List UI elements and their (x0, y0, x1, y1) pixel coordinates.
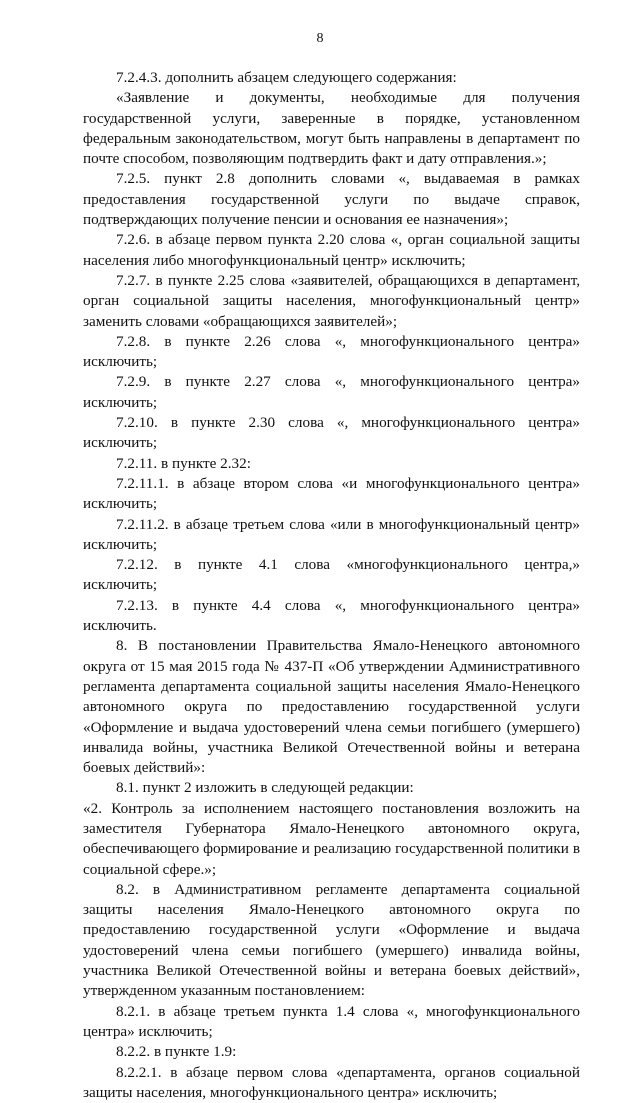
paragraph: «2. Контроль за исполнением настоящего постановления возложить на заместителя Губернатора Ямало-Ненецкого автономного округа, обеспечивающего формирование и реализацию государственной политики в социальной сфере.»; (83, 799, 580, 878)
paragraph: 7.2.4.3. дополнить абзацем следующего содержания: (116, 69, 457, 86)
paragraph: 7.2.12. в пункте 4.1 слова «многофункционального центра,» исключить; (83, 556, 580, 594)
paragraph: 7.2.5. пункт 2.8 дополнить словами «, выдаваемая в рамках предоставления государственной услуги по выдаче справок, подтверждающих получение пенсии и основания ее назначения»; (83, 170, 580, 229)
paragraph: 8.2.1. в абзаце третьем пункта 1.4 слова «, многофункционального центра» исключить; (83, 1002, 580, 1040)
paragraph: 7.2.7. в пункте 2.25 слова «заявителей, обращающихся в департамент, орган социальной защиты населения, многофункциональный центр» заменить словами «обращающихся заявителей»; (83, 271, 580, 330)
paragraph: 7.2.13. в пункте 4.4 слова «, многофункционального центра» исключить. (83, 596, 580, 635)
paragraph: 8.1. пункт 2 изложить в следующей редакции: (116, 779, 414, 797)
paragraph: 8.2.2.1. в абзаце первом слова «департамента, органов социальной защиты населения, многофункционального центра» исключить; (83, 1063, 580, 1101)
paragraph: 8. В постановлении Правительства Ямало-Ненецкого автономного округа от 15 мая 2015 года № 437-П «Об утверждении Административного регламента департамента социальной защиты населения Ямало-Ненецкого автономного округа по предоставлению государственной услуги «Оформление и выдача удостоверений члена семьи погибшего (умершего) инвалида войны, участника Великой Отечественной войны и ветерана боевых действий»: (83, 637, 580, 777)
paragraph: 7.2.10. в пункте 2.30 слова «, многофункционального центра» исключить; (83, 414, 580, 452)
document-body (83, 68, 580, 1103)
paragraph: 7.2.6. в абзаце первом пункта 2.20 слова «, орган социальной защиты населения либо многофункциональный центр» исключить; (83, 231, 580, 269)
paragraph: 8.2.2. в пункте 1.9: (116, 1043, 237, 1061)
paragraph: «Заявление и документы, необходимые для получения государственной услуги, заверенные в порядке, установленном федеральным законодательством, могут быть направлены в департамент по почте способом, позволяющим подтвердить факт и дату отправления.»; (83, 89, 580, 168)
paragraph: 7.2.11.2. в абзаце третьем слова «или в многофункциональный центр» исключить; (83, 515, 580, 553)
page-number: 8 (316, 31, 324, 46)
paragraph: 7.2.8. в пункте 2.26 слова «, многофункционального центра» исключить; (83, 332, 580, 371)
paragraph: 7.2.9. в пункте 2.27 слова «, многофункционального центра» исключить; (83, 373, 580, 411)
paragraph: 7.2.11. в пункте 2.32: (116, 454, 251, 472)
paragraph: 8.2. в Административном регламенте департамента социальной защиты населения Ямало-Ненецкого автономного округа по предоставлению государственной услуги «Оформление и выдача удостоверений члена семьи погибшего (умершего) инвалида войны, участника Великой Отечественной войны и ветерана боевых действий», утвержденном указанным постановлением: (83, 880, 580, 1000)
paragraph: 7.2.11.1. в абзаце втором слова «и многофункционального центра» исключить; (83, 474, 580, 513)
